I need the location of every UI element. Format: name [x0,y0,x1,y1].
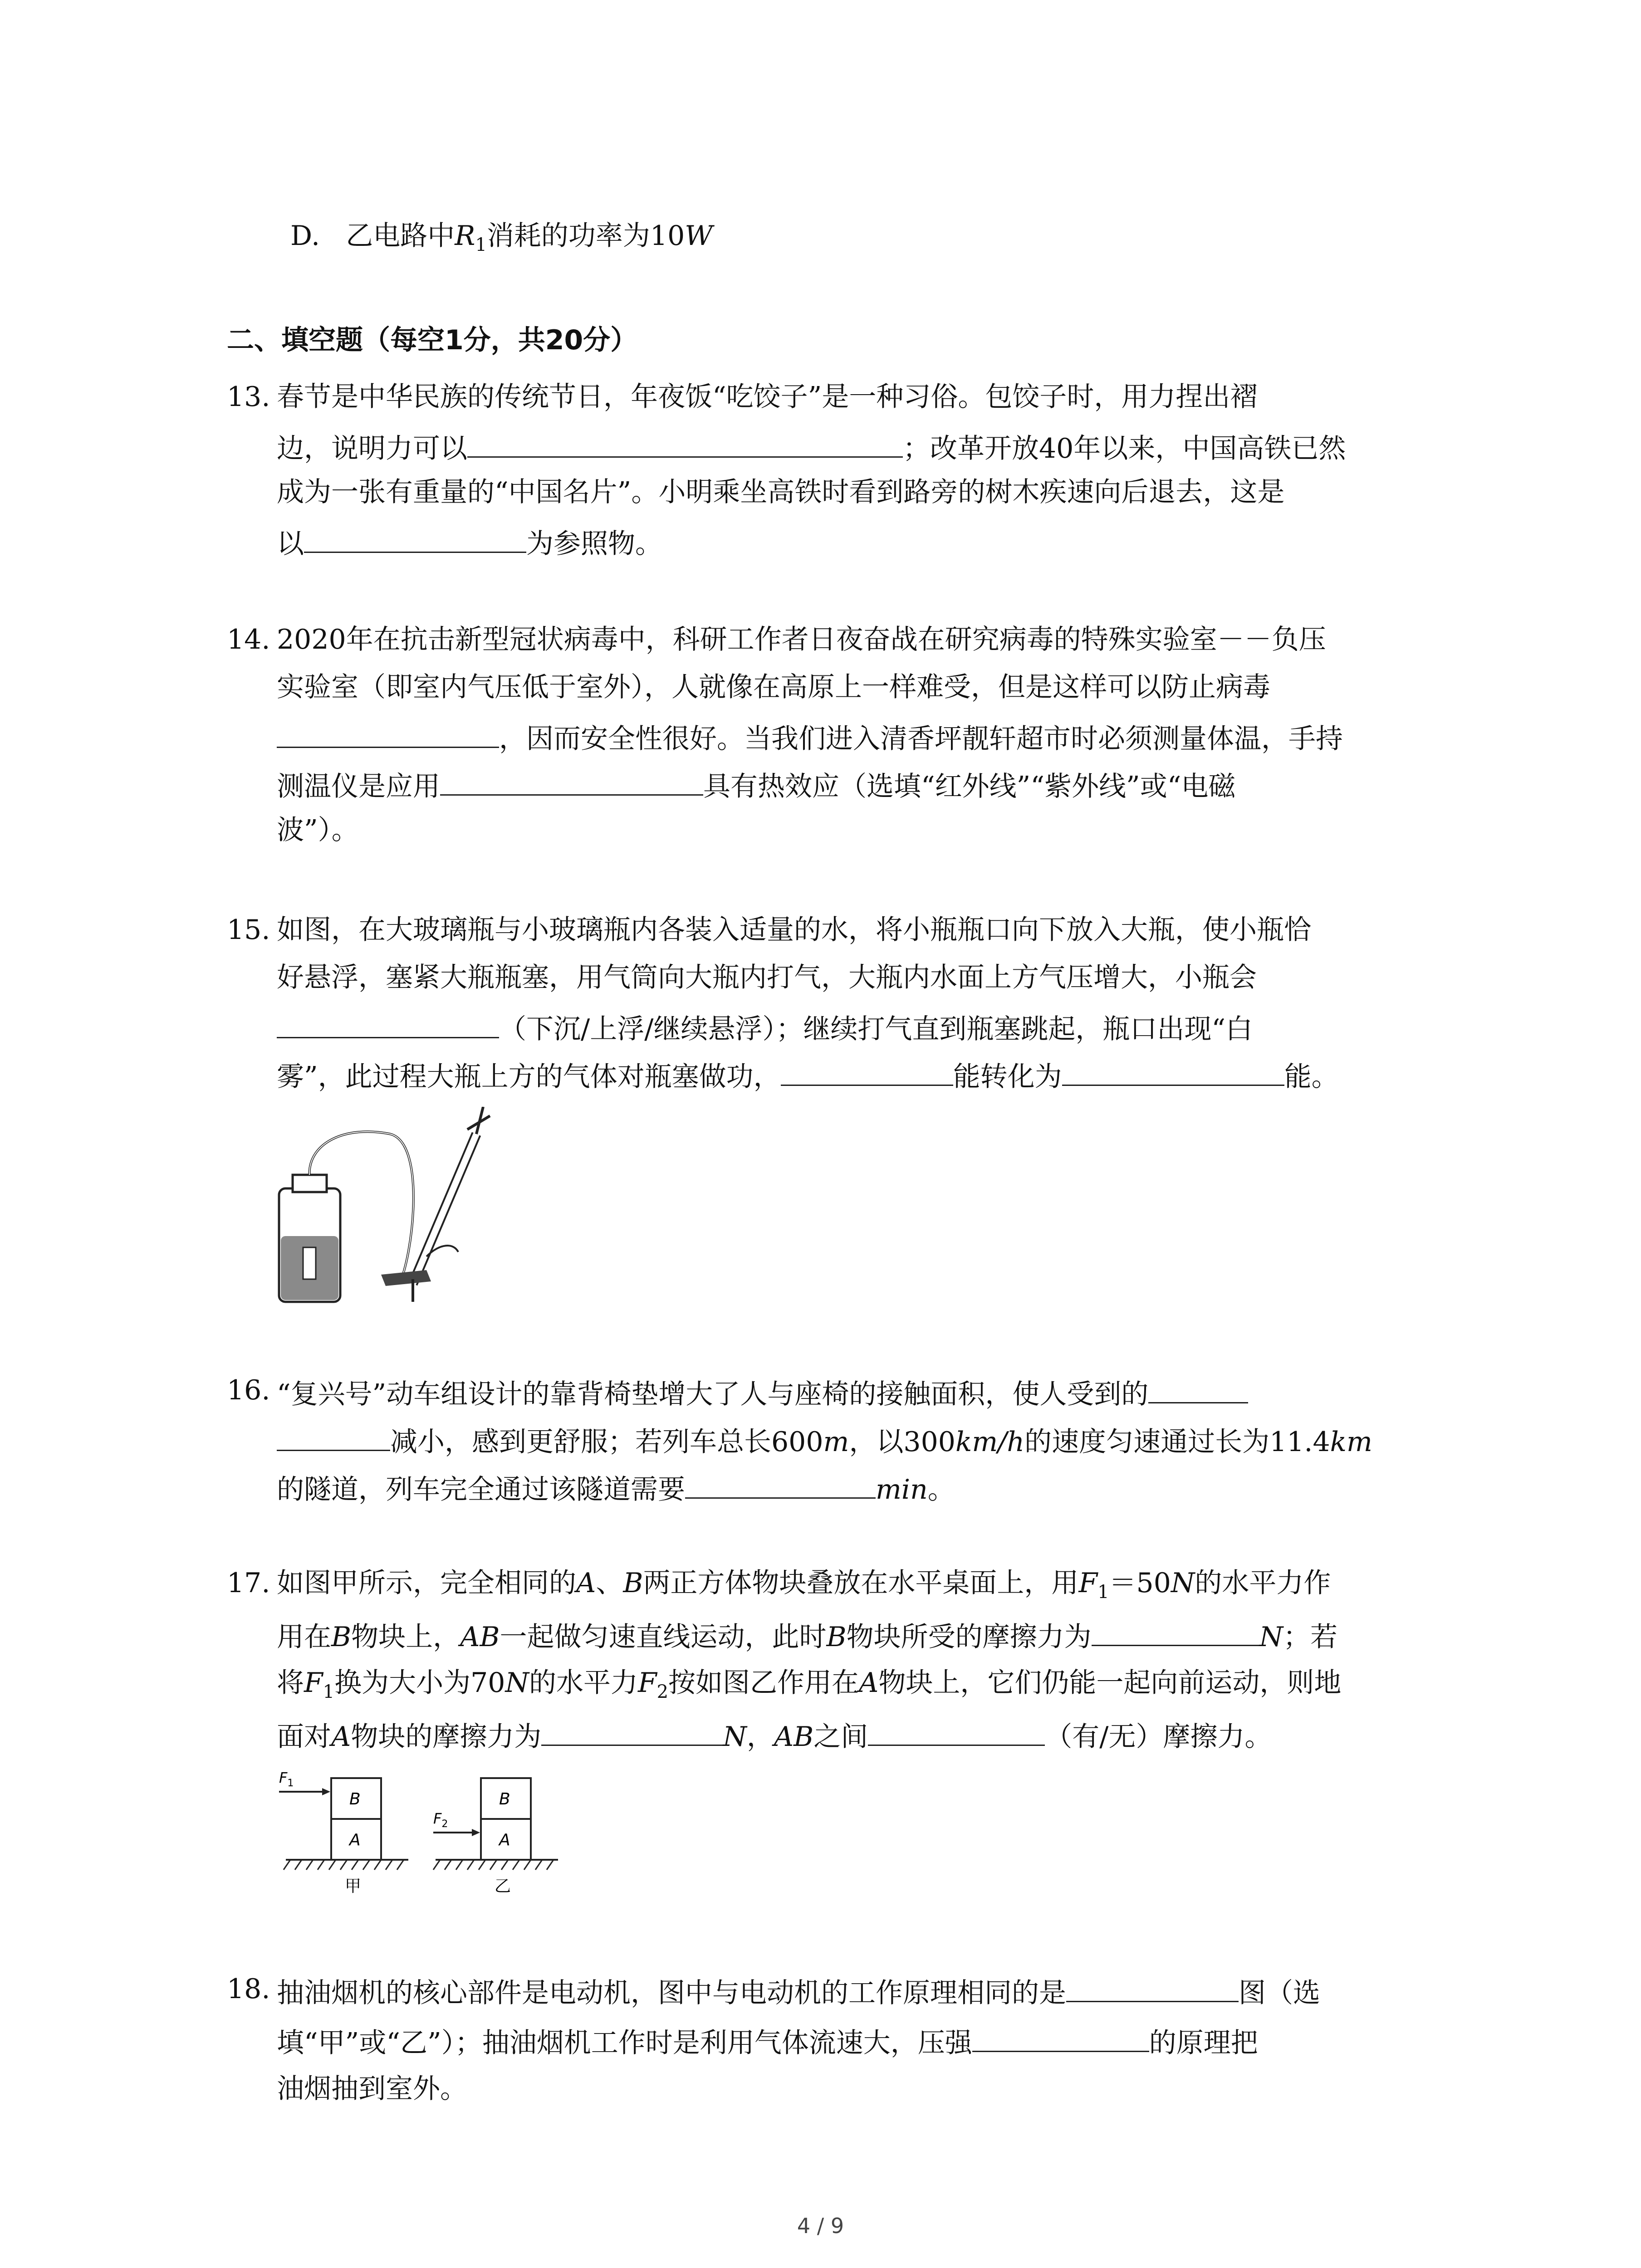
unit: W [685,220,713,252]
text: ，因而安全性很好。当我们进入清香坪靓轩超市时必须测量体温，手持 [499,723,1343,755]
text: 减小，感到更舒服；若列车总长600 [390,1426,823,1458]
variable: A [331,1721,351,1753]
q14-line3 [277,717,1343,757]
text: 如图甲所示，完全相同的 [277,1567,576,1599]
variable: A [859,1667,879,1699]
subscript: 1 [475,235,487,255]
text: 。 [927,1474,955,1505]
figure-jia [279,1769,408,1896]
page-number: 4 / 9 [797,2214,844,2238]
question-number: 14. [227,624,270,655]
section-title: 二、填空题（每空1分，共20分） [227,324,638,356]
q15-line2: 好悬浮，塞紧大瓶瓶塞，用气筒向大瓶内打气，大瓶内水面上方气压增大，小瓶会 [277,962,1257,993]
q16-line1 [277,1372,1248,1413]
unit: km [1330,1426,1372,1458]
arrow-head [472,1829,480,1836]
variable: A [576,1567,596,1599]
text: ＝50 [1109,1567,1171,1599]
arrow-head [322,1788,330,1795]
q17-line3 [277,1665,1341,1710]
option-d [290,218,713,263]
pump-barrel [413,1134,476,1284]
q14-line5: 波”）。 [277,814,359,846]
unit: km/h [955,1426,1025,1458]
text: 面对 [277,1721,331,1753]
q17-line1 [277,1565,1331,1610]
unit: min [876,1474,928,1505]
text: 雾”，此过程大瓶上方的气体对瓶塞做功， [277,1061,781,1093]
answer-blank[interactable] [1092,1615,1259,1646]
text: 以 [277,528,304,560]
text: 的速度匀速通过长为11.4 [1024,1426,1330,1458]
text: 之间 [813,1721,868,1753]
variable: F [1078,1567,1098,1599]
answer-blank[interactable] [1066,1971,1239,2002]
figure-caption: 乙 [495,1877,511,1896]
option-text: 消耗的功率为10 [486,220,685,252]
text: 的原理把 [1149,2027,1258,2059]
unit: N [1259,1621,1283,1653]
option-text: 乙电路中 [346,220,455,252]
unit: N [723,1721,747,1753]
text: ；改革开放40年以来，中国高铁已然 [903,433,1346,464]
question-number: 13. [227,381,270,413]
q13-line3: 成为一张有重量的“中国名片”。小明乘坐高铁时看到路旁的树木疾速向后退去，这是 [277,476,1285,508]
variable: B [623,1567,643,1599]
text: 物块所受的摩擦力为 [846,1621,1092,1653]
text: （下沉/上浮/继续悬浮）；继续打气直到瓶塞跳起，瓶口出现“白 [499,1013,1253,1045]
text: 用在 [277,1621,331,1653]
block-label: A [349,1831,361,1849]
q18-line1 [277,1971,1320,2011]
variable: F [637,1667,657,1699]
text: （有/无）摩擦力。 [1045,1721,1272,1753]
text: 抽油烟机的核心部件是电动机，图中与电动机的工作原理相同的是 [277,1977,1066,2009]
answer-blank[interactable] [467,426,903,458]
question-number: 15. [227,914,270,946]
text: 物块上，它们仍能一起向前运动，则地 [878,1667,1342,1699]
subscript: 1 [1097,1582,1109,1603]
q14-line2: 实验室（即室内气压低于室外），人就像在高原上一样难受，但是这样可以防止病毒 [277,671,1270,703]
question-number: 16. [227,1374,270,1406]
ground-hatch [433,1860,554,1870]
variable: B [331,1621,352,1653]
answer-blank[interactable] [868,1715,1045,1746]
force-label-f2: $F_2$ [433,1810,448,1830]
text: “复兴号”动车组设计的靠背椅垫增大了人与座椅的接触面积，使人受到的 [277,1378,1149,1410]
text: 的水平力 [529,1667,638,1699]
q13-line4 [277,522,662,562]
answer-blank[interactable] [1062,1055,1284,1086]
force-label-f1: $F_1$ [279,1769,294,1789]
stacked-blocks-figure [277,1769,594,1901]
q16-line3 [277,1467,955,1508]
answer-blank[interactable] [440,764,703,796]
text: 换为大小为70 [334,1667,505,1699]
answer-blank[interactable] [304,522,526,553]
text: 图（选 [1239,1977,1320,2009]
subscript: 1 [323,1681,335,1702]
variable: F [304,1667,323,1699]
bottle-stopper [293,1175,327,1192]
text: 具有热效应（选填“红外线”“紫外线”或“电磁 [703,771,1236,802]
block-label: A [499,1831,510,1849]
ground-hatch [284,1860,404,1870]
figure-caption: 甲 [345,1877,362,1896]
answer-blank[interactable] [972,2021,1149,2052]
q16-line2 [277,1420,1372,1460]
text: 的水平力作 [1195,1567,1331,1599]
text: 两正方体物块叠放在水平桌面上，用 [643,1567,1079,1599]
subscript: 2 [656,1681,669,1702]
text: 将 [277,1667,304,1699]
text: 一起做匀速直线运动，此时 [500,1621,827,1653]
block-label: B [499,1790,510,1809]
answer-blank[interactable] [1148,1372,1248,1403]
text: ；若 [1283,1621,1338,1653]
answer-blank[interactable] [685,1467,876,1499]
text: 能。 [1284,1061,1339,1093]
text: 能转化为 [953,1061,1062,1093]
q17-line2 [277,1615,1337,1655]
q13-line2 [277,426,1346,467]
text: 按如图乙作用在 [668,1667,859,1699]
answer-blank[interactable] [277,717,499,748]
pump-base [381,1270,431,1286]
q14-line4 [277,764,1235,805]
block-label: B [349,1790,361,1809]
text: 的隧道，列车完全通过该隧道需要 [277,1474,685,1505]
variable-r: R [455,220,475,252]
q14-line1: 2020年在抗击新型冠状病毒中，科研工作者日夜奋战在研究病毒的特殊实验室－－负压 [277,624,1326,655]
unit: m [823,1426,849,1458]
text: 为参照物。 [526,528,662,560]
text: 物块的摩擦力为 [351,1721,542,1753]
q13-line1: 春节是中华民族的传统节日，年夜饭“吃饺子”是一种习俗。包饺子时，用力捏出褶 [277,381,1258,413]
q15-line4 [277,1055,1339,1095]
variable: B [826,1621,847,1653]
text: 物块上， [351,1621,460,1653]
text: 测温仪是应用 [277,771,440,802]
q18-line2 [277,2021,1258,2061]
answer-blank[interactable] [781,1055,953,1086]
figure-yi [433,1778,558,1896]
option-label: D. [290,220,320,252]
answer-blank[interactable] [541,1715,723,1746]
text: 、 [596,1567,623,1599]
text: 边，说明力可以 [277,433,467,464]
answer-blank[interactable] [277,1420,390,1451]
small-bottle [303,1247,316,1279]
q15-line3 [277,1007,1253,1047]
question-number: 17. [227,1567,270,1599]
variable: AB [460,1621,500,1653]
text: ，以300 [849,1426,955,1458]
text: ， [746,1721,774,1753]
unit: N [1171,1567,1195,1599]
q15-line1: 如图，在大玻璃瓶与小玻璃瓶内各装入适量的水，将小瓶瓶口向下放入大瓶，使小瓶恰 [277,914,1311,946]
answer-blank[interactable] [277,1007,499,1038]
q17-line4 [277,1715,1272,1755]
text: 填“甲”或“乙”）；抽油烟机工作时是利用气体流速大，压强 [277,2027,972,2059]
q18-line3: 油烟抽到室外。 [277,2073,467,2105]
unit: N [505,1667,529,1699]
variable: AB [774,1721,814,1753]
question-number: 18. [227,1973,270,2005]
bottle-pump-figure [277,1107,513,1306]
